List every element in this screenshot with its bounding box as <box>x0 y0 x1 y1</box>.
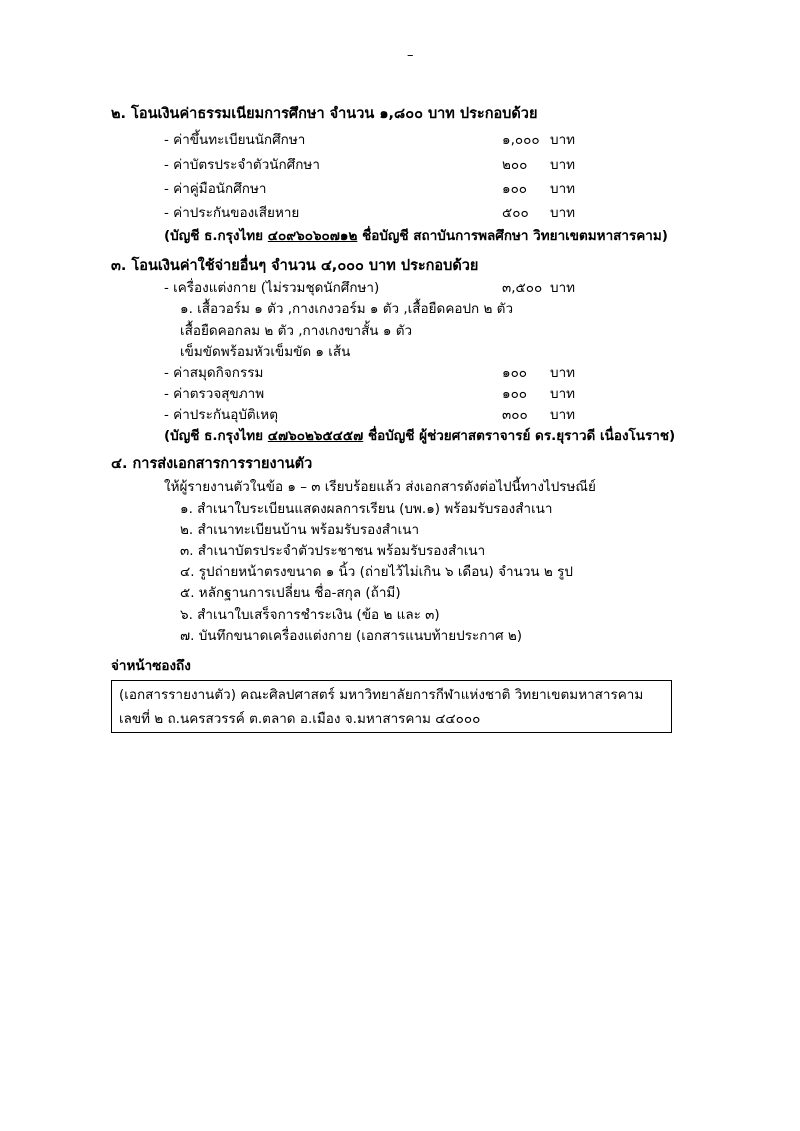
envelope-heading: จ่าหน้าซองถึง <box>111 658 191 674</box>
address-line-2: เลขที่ ๒ ถ.นครสวรรค์ ต.ตลาด อ.เมือง จ.มหาสารคาม ๔๔๐๐๐ <box>119 711 481 727</box>
sec2-item-amount: ๒๐๐ <box>502 157 528 173</box>
uniform-detail: เสื้อยืดคอกลม ๒ ตัว ,กางเกงขาสั้น ๑ ตัว <box>180 323 413 339</box>
address-box <box>111 680 672 733</box>
sec3-item-unit: บาท <box>550 386 576 402</box>
sec3-item-label: - ค่าประกันอุบัติเหตุ <box>164 407 278 423</box>
sec3-item-amount: ๓๐๐ <box>502 407 528 423</box>
sec2-item-unit: บาท <box>550 181 576 197</box>
sec3-item-label: - ค่าสมุดกิจกรรม <box>164 365 264 381</box>
account-prefix: (บัญชี ธ.กรุงไทย <box>164 228 268 244</box>
sec2-item-unit: บาท <box>550 157 576 173</box>
sec3-item-label: - ค่าตรวจสุขภาพ <box>164 386 265 402</box>
sec4-intro: ให้ผู้รายงานตัวในข้อ ๑ – ๓ เรียบร้อยแล้ว ส่งเอกสารดังต่อไปนี้ทางไปรษณีย์ <box>164 479 596 495</box>
sec3-uniform-unit: บาท <box>550 280 576 296</box>
sec3-item-unit: บาท <box>550 365 576 381</box>
address-line-1: (เอกสารรายงานตัว) คณะศิลปศาสตร์ มหาวิทยาลัยการกีฬาแห่งชาติ วิทยาเขตมหาสารคาม <box>119 687 644 703</box>
sec2-item-label: - ค่าบัตรประจำตัวนักศึกษา <box>164 157 320 173</box>
sec2-item-amount: ๑,๐๐๐ <box>502 132 540 148</box>
sec2-item-amount: ๑๐๐ <box>502 181 528 197</box>
section-3-title: ๓. โอนเงินค่าใช้จ่ายอื่นๆ จำนวน ๔,๐๐๐ บาท ประกอบด้วย <box>111 258 479 274</box>
document-item: ๓. สำเนาบัตรประจำตัวประชาชน พร้อมรับรองสำเนา <box>180 543 486 559</box>
sec2-item-amount: ๕๐๐ <box>502 205 529 221</box>
sec2-item-label: - ค่าประกันของเสียหาย <box>164 205 300 221</box>
uniform-detail: ๑. เสื้อวอร์ม ๑ ตัว ,กางเกงวอร์ม ๑ ตัว ,เสื้อยืดคอปก ๒ ตัว <box>180 301 514 317</box>
section-4-title: ๔. การส่งเอกสารการรายงานตัว <box>111 456 313 472</box>
account-prefix: (บัญชี ธ.กรุงไทย <box>164 428 268 444</box>
sec3-item-unit: บาท <box>550 407 576 423</box>
document-item: ๗. บันทึกขนาดเครื่องแต่งกาย (เอกสารแนบท้ายประกาศ ๒) <box>180 628 522 644</box>
sec2-account-line <box>164 224 668 246</box>
sec2-item-label: - ค่าคู่มือนักศึกษา <box>164 181 267 197</box>
account-name: ชื่อบัญชี ผู้ช่วยศาสตราจารย์ ดร.ยุราวดี เนื่องโนราช) <box>363 428 676 444</box>
document-item: ๑. สำเนาใบระเบียนแสดงผลการเรียน (บพ.๑) พร้อมรับรองสำเนา <box>180 501 553 517</box>
sec3-item-amount: ๑๐๐ <box>502 386 528 402</box>
section-2-title: ๒. โอนเงินค่าธรรมเนียมการศึกษา จำนวน ๑,๘๐๐ บาท ประกอบด้วย <box>111 106 538 122</box>
sec2-item-unit: บาท <box>550 205 576 221</box>
page-mark: – <box>407 48 414 63</box>
sec2-item-label: - ค่าขึ้นทะเบียนนักศึกษา <box>164 132 306 148</box>
sec3-item-amount: ๑๐๐ <box>502 365 528 381</box>
document-item: ๖. สำเนาใบเสร็จการชำระเงิน (ข้อ ๒ และ ๓) <box>180 607 440 623</box>
account-name: ชื่อบัญชี สถาบันการพลศึกษา วิทยาเขตมหาสารคาม) <box>357 228 668 244</box>
account-number: ๔๗๖๐๒๖๕๔๕๗ <box>267 428 364 444</box>
document-item: ๕. หลักฐานการเปลี่ยน ชื่อ-สกุล (ถ้ามี) <box>180 585 401 601</box>
document-item: ๔. รูปถ่ายหน้าตรงขนาด ๑ นิ้ว (ถ่ายไว้ไม่เกิน ๖ เดือน) จำนวน ๒ รูป <box>180 564 573 580</box>
sec2-item-unit: บาท <box>550 132 576 148</box>
account-number: ๔๐๙๖๐๖๐๗๑๒ <box>267 228 358 244</box>
sec3-uniform-label: - เครื่องแต่งกาย (ไม่รวมชุดนักศึกษา) <box>164 280 380 296</box>
sec3-uniform-amount: ๓,๕๐๐ <box>502 280 543 296</box>
uniform-detail: เข็มขัดพร้อมหัวเข็มขัด ๑ เส้น <box>180 344 351 360</box>
document-item: ๒. สำเนาทะเบียนบ้าน พร้อมรับรองสำเนา <box>180 522 420 538</box>
sec3-account-line <box>164 424 675 446</box>
